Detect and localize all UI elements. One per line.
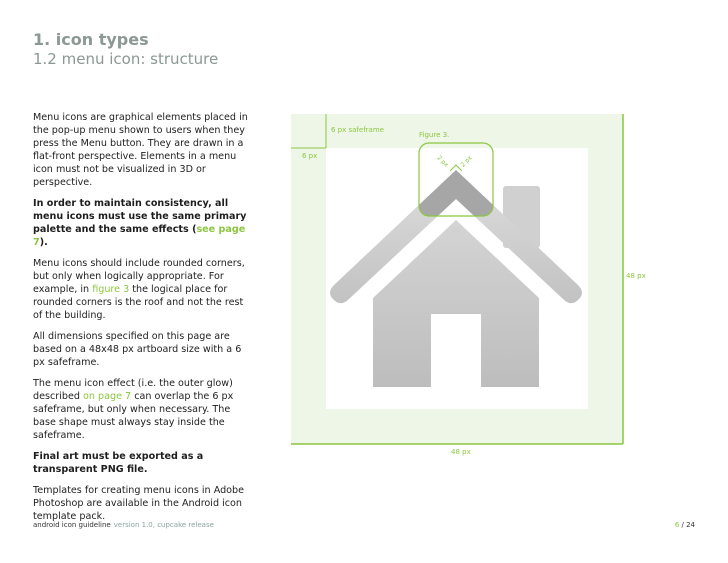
footer-page-current: 6 <box>674 521 680 529</box>
paragraph-4-text: All dimensions specified on this page are based on a 48x48 px artboard size with a 6 px safeframe. <box>33 331 242 368</box>
footer-doc-info <box>33 521 214 529</box>
corner-label-right: 2 px <box>459 154 474 169</box>
paragraph-5-text: The menu icon effect (i.e. the outer glow) described <box>33 378 233 402</box>
paragraph-3-text: Menu icons should include rounded corners, but only when logically appropriate. For example, in <box>33 258 245 295</box>
page-subtitle: 1.2 menu icon: structure <box>33 50 219 68</box>
on-page-7-link[interactable]: on page 7 <box>83 391 132 402</box>
paragraph-6-text: Final art must be exported as a transparent PNG file. <box>33 451 204 475</box>
paragraph-2-text: In order to maintain consistency, all menu icons must use the same primary palette and the same effects ( <box>33 198 247 235</box>
footer-doc-name: android icon guideline <box>33 521 111 529</box>
corner-label-left: 2 px <box>435 154 450 169</box>
paragraph-2-end: ). <box>39 237 48 248</box>
height-label: 48 px <box>626 272 646 280</box>
figure-label: Figure 3. <box>419 131 450 139</box>
figure-3-link[interactable]: figure 3 <box>92 284 130 295</box>
paragraph-1-text: Menu icons are graphical elements placed in the pop-up menu shown to users when they press the Menu button. They are drawn in a flat-front perspective. Elements in a menu icon must not be visualized in 3D or perspective. <box>33 112 248 188</box>
footer-version: version 1.0, cupcake release <box>113 521 214 529</box>
see-page-7-link[interactable]: see page 7 <box>33 224 246 248</box>
safeframe-label: 6 px safeframe <box>331 126 384 134</box>
page-title: 1. icon types <box>33 30 149 49</box>
footer-page-number <box>675 521 695 529</box>
left-margin-label: 6 px <box>302 152 318 160</box>
paragraph-3-end: the logical place for rounded corners is the roof and not the rest of the building. <box>33 284 244 321</box>
footer-page-total: / 24 <box>679 521 695 529</box>
width-label: 48 px <box>451 448 471 456</box>
paragraph-5-end: can overlap the 6 px safeframe, but only when necessary. The base shape must always stay inside the safeframe. <box>33 391 234 441</box>
paragraph-7-text: Templates for creating menu icons in Adobe Photoshop are available in the Android icon template pack. <box>33 485 245 522</box>
